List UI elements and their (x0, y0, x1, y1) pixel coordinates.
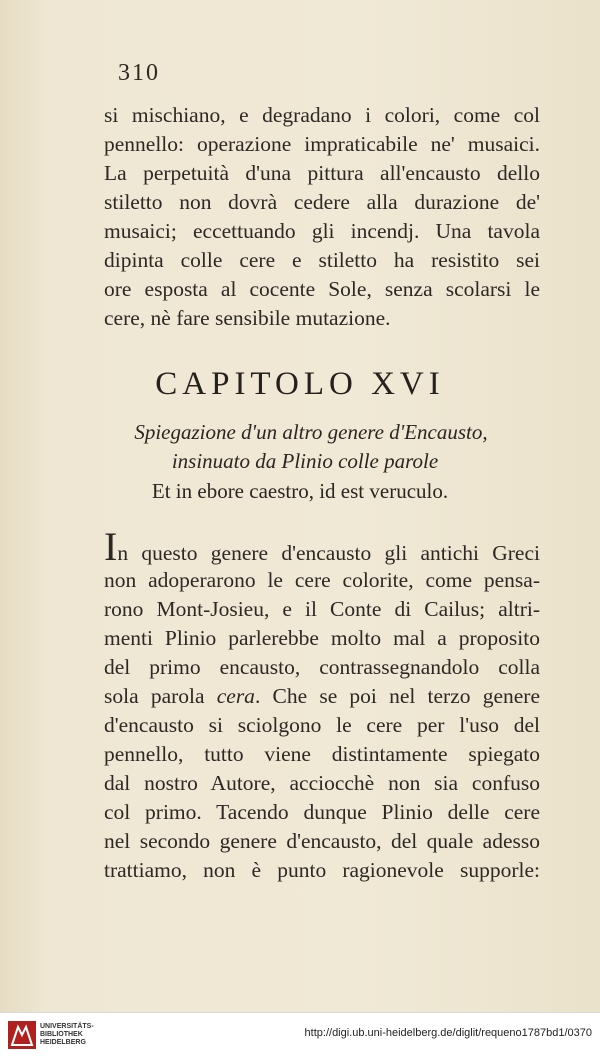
text-fragment: n questo genere d'encausto gli antichi Greci (117, 541, 540, 565)
text-line: cere, nè fare sensibile mutazione. (104, 306, 391, 330)
drop-cap: I (104, 524, 118, 569)
text-line: non adoperarono le cere colorite, come pensa- (104, 568, 540, 592)
italic-word: cera (216, 684, 255, 708)
text-line: La perpetuità d'una pittura all'encausto dello (104, 161, 540, 185)
permalink-url[interactable]: http://digi.ub.uni-heidelberg.de/diglit/requeno1787bd1/0370 (304, 1027, 592, 1039)
library-name-line: HEIDELBERG (40, 1039, 86, 1046)
text-line: menti Plinio parlerebbe molto mal a proposito (104, 626, 540, 650)
text-line: del primo encausto, contrassegnandolo colla (104, 655, 540, 679)
text-fragment: . Che se poi nel terzo genere (254, 684, 540, 708)
library-name-line: UNIVERSITÄTS- (40, 1023, 94, 1030)
text-line: nel secondo genere d'encausto, del quale adesso (104, 829, 540, 853)
text-line: pennello, tutto viene distintamente spiegato (104, 742, 540, 766)
latin-quote: Et in ebore caestro, id est veruculo. (151, 479, 449, 503)
text-line: dal nostro Autore, acciocchè non sia confuso (104, 771, 540, 795)
text-line: ore esposta al cocente Sole, senza scolarsi le (104, 277, 540, 301)
text-line: rono Mont-Josieu, e il Conte di Cailus; altri- (104, 597, 540, 621)
chapter-subtitle: insinuato da Plinio colle parole (171, 449, 439, 473)
text-line: col primo. Tacendo dunque Plinio delle cere (104, 800, 540, 824)
text-line: pennello: operazione impraticabile ne' musaici. (104, 132, 540, 156)
paragraph-2 (104, 524, 540, 885)
text-line (104, 682, 540, 711)
library-name-line: BIBLIOTHEK (40, 1031, 83, 1038)
footer-bar (0, 1012, 600, 1057)
text-line: dipinta colle cere e stiletto ha resistito sei (104, 248, 540, 272)
text-line: musaici; eccettuando gli incendj. Una tavola (104, 219, 540, 243)
text-line (104, 524, 540, 569)
chapter-subtitle: Spiegazione d'un altro genere d'Encausto, (134, 420, 488, 444)
text-line: stiletto non dovrà cedere alla durazione de' (104, 190, 540, 214)
chapter-title: CAPITOLO XVI (155, 366, 445, 402)
library-name (40, 1023, 94, 1047)
text-line: trattiamo, non è punto ragionevole supporle: (104, 858, 540, 882)
page-number: 310 (118, 60, 160, 86)
text-line: si mischiano, e degradano i colori, come col (104, 103, 540, 127)
paragraph-1 (104, 101, 540, 333)
text-line: d'encausto si sciolgono le cere per l'uso del (104, 713, 540, 737)
text-fragment: sola parola (104, 684, 217, 708)
university-library-logo-icon (8, 1021, 36, 1049)
